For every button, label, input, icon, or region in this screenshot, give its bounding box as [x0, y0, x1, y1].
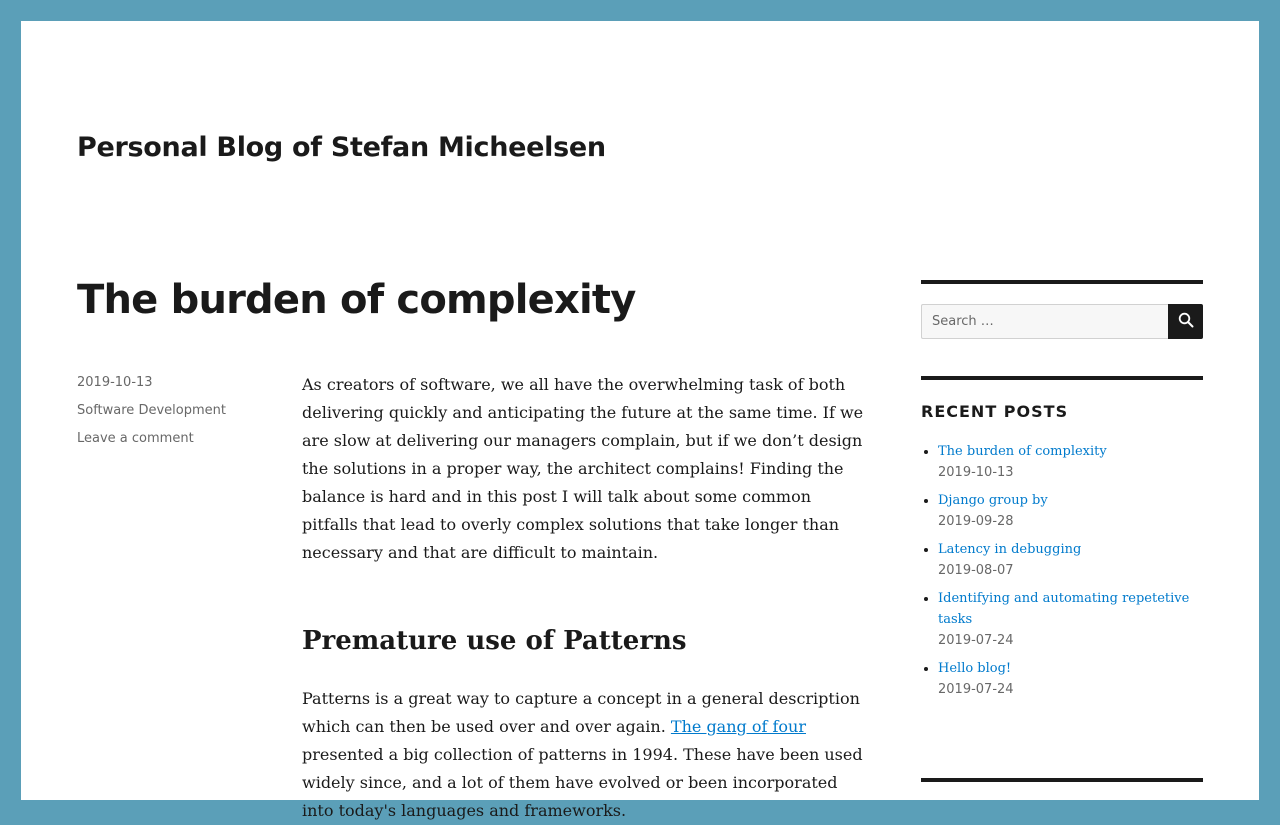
- recent-post-date: 2019-08-07: [938, 563, 1014, 578]
- recent-post-date: 2019-07-24: [938, 682, 1014, 697]
- recent-post-link[interactable]: Latency in debugging: [938, 542, 1082, 557]
- post-intro-paragraph: As creators of software, we all have the overwhelming task of both delivering quickly and anticipating the future at the same time. If we are slow at delivering our managers complain, but if we don’t design the solutions in a proper way, the architect complains! Finding the balance is hard and in this post I will talk about some common pitfalls that lead to overly complex solutions that take longer than necessary and that are difficult to maintain.: [302, 375, 864, 562]
- gang-of-four-link[interactable]: The gang of four: [670, 717, 806, 736]
- section-text-after-link: presented a big collection of patterns in 1994. These have been used widely since, and a lot of them have evolved or been incorporated into today's languages and frameworks.: [302, 745, 863, 820]
- recent-post-link[interactable]: Django group by: [938, 493, 1048, 508]
- search-form: [921, 304, 1203, 339]
- recent-post-date: 2019-10-13: [938, 465, 1014, 480]
- recent-post-link[interactable]: The burden of complexity: [938, 444, 1107, 459]
- site-title[interactable]: Personal Blog of Stefan Micheelsen: [77, 132, 606, 163]
- section-heading: Premature use of Patterns: [302, 626, 687, 656]
- section-text-before-link: Patterns is a great way to capture a concept in a general description which can then be used over and over again.: [302, 689, 860, 736]
- page-frame: [21, 21, 1259, 820]
- search-button[interactable]: [1168, 304, 1203, 339]
- recent-posts-widget: [921, 376, 1203, 700]
- post-title: The burden of complexity: [77, 277, 636, 323]
- search-widget: [921, 280, 1203, 376]
- list-item: [938, 441, 1203, 483]
- recent-post-date: 2019-09-28: [938, 514, 1014, 529]
- recent-posts-list: [921, 441, 1203, 700]
- post-category-link[interactable]: Software Development: [77, 403, 226, 418]
- leave-comment-link[interactable]: Leave a comment: [77, 431, 194, 446]
- search-icon: [1178, 312, 1194, 331]
- recent-posts-title: RECENT POSTS: [921, 402, 1069, 421]
- list-item: [938, 588, 1203, 651]
- widget-divider: [921, 778, 1203, 782]
- search-input[interactable]: [921, 304, 1168, 339]
- post-content: [302, 371, 864, 825]
- section-paragraph: [302, 685, 864, 825]
- post-meta: [77, 373, 277, 457]
- list-item: [938, 539, 1203, 581]
- recent-post-date: 2019-07-24: [938, 633, 1014, 648]
- recent-post-link[interactable]: Hello blog!: [938, 661, 1012, 676]
- list-item: [938, 490, 1203, 532]
- post-date-link[interactable]: 2019-10-13: [77, 375, 153, 390]
- sidebar: [921, 280, 1203, 707]
- list-item: [938, 658, 1203, 700]
- recent-post-link[interactable]: Identifying and automating repetetive tasks: [938, 591, 1190, 627]
